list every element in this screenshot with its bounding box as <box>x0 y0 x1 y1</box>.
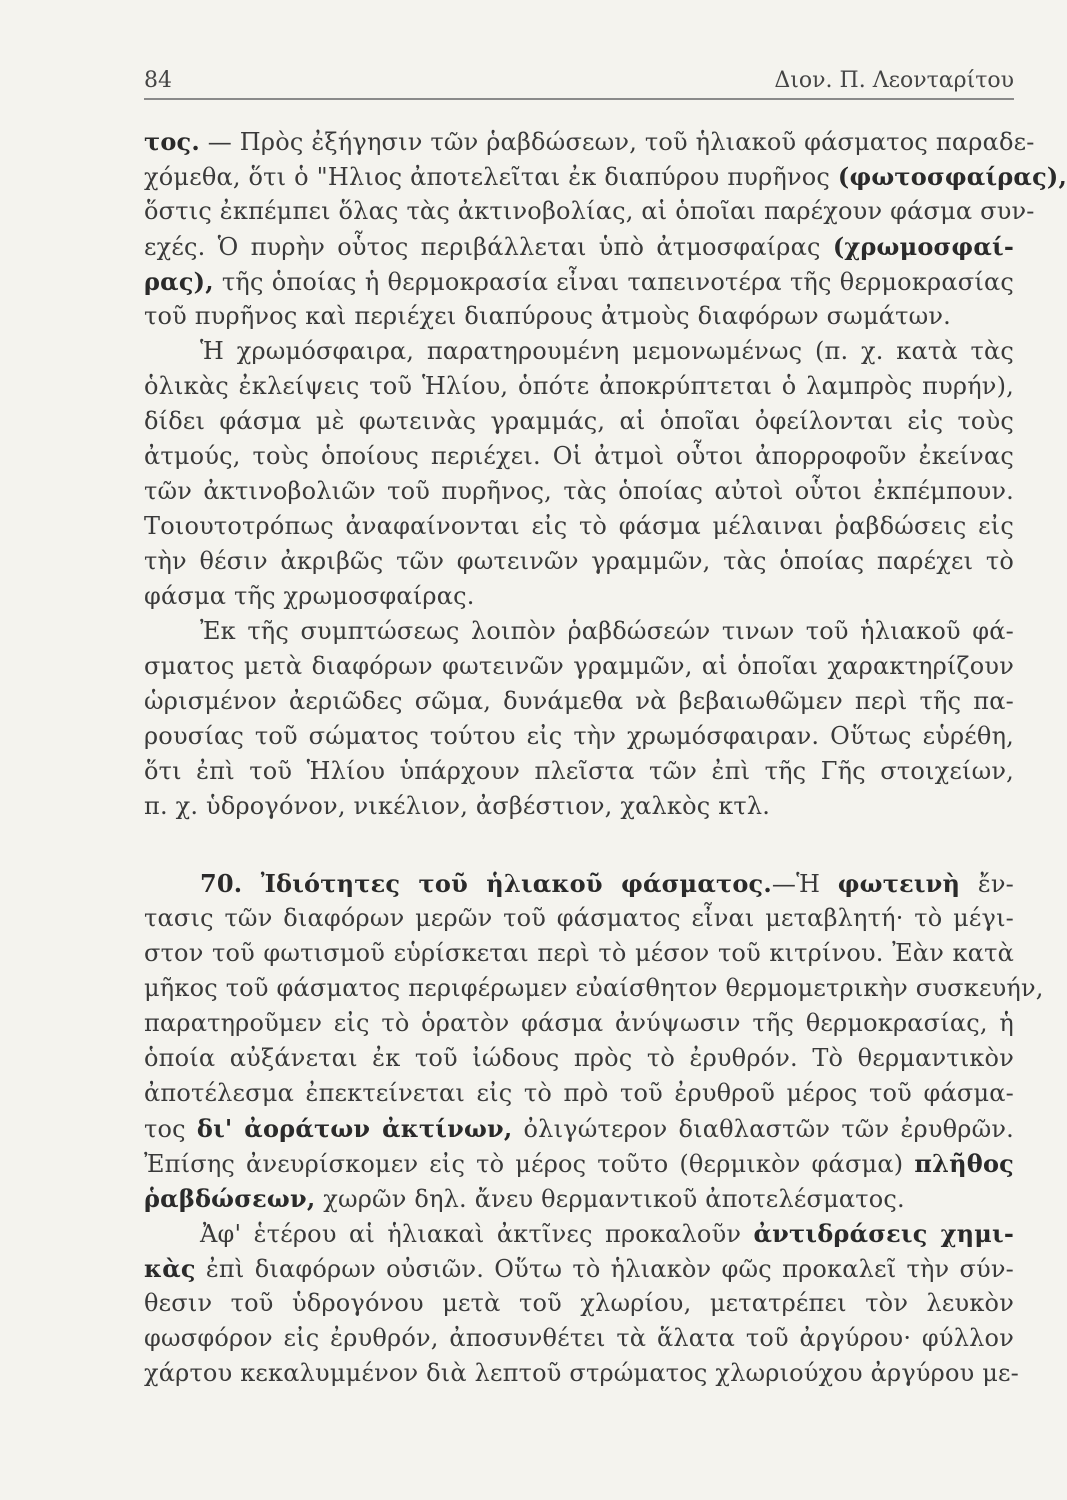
text-line: Ἀφ' ἑτέρου αἱ ἡλιακαὶ ἀκτῖνες προκαλοῦν ἀντιδράσεις χημι- <box>200 1219 1014 1248</box>
section-70 <box>144 866 1044 1216</box>
text-line: τος. — Πρὸς ἐξήγησιν τῶν ῥαβδώσεων, τοῦ ἡλιακοῦ φάσματος παραδε- <box>144 127 1035 156</box>
text-line: Ἡ χρωμόσφαιρα, παρατηρουμένη μεμονωμένως (π. χ. κατὰ τὰς <box>200 337 1014 365</box>
text-line: μῆκος τοῦ φάσματος περιφέρωμεν εὐαίσθητον θερμομετρικὴν συσκευήν, <box>144 974 1044 1002</box>
paragraph-photosphere <box>144 124 1067 334</box>
page-header <box>144 62 1014 100</box>
text-line: τῶν ἀκτινοβολιῶν τοῦ πυρῆνος, τὰς ὁποίας αὐτοὶ οὗτοι ἐκπέμπουν. <box>144 477 1014 505</box>
text-line: ὁλικὰς ἐκλείψεις τοῦ Ἡλίου, ὁπότε ἀποκρύπτεται ὁ λαμπρὸς πυρήν), <box>144 372 1014 400</box>
text-line: στον τοῦ φωτισμοῦ εὑρίσκεται περὶ τὸ μέσον τοῦ κιτρίνου. Ἐὰν κατὰ <box>144 939 1014 967</box>
text-line: παρατηροῦμεν εἰς τὸ ὁρατὸν φάσμα ἀνύψωσιν τῆς θερμοκρασίας, ἡ <box>144 1009 1014 1037</box>
text-line: φωσφόρον εἰς ἐρυθρόν, ἀποσυνθέτει τὰ ἅλατα τοῦ ἀργύρου· φύλλον <box>144 1324 1014 1352</box>
text-line: Τοιουτοτρόπως ἀναφαίνονται εἰς τὸ φάσμα μέλαιναι ῥαβδώσεις εἰς <box>144 512 1014 540</box>
text-line: Ἐπίσης ἀνευρίσκομεν εἰς τὸ μέρος τοῦτο (θερμικὸν φάσμα) πλῆθος <box>144 1149 1014 1178</box>
section-heading-line: 70. Ἰδιότητες τοῦ ἡλιακοῦ φάσματος.—Ἡ φωτεινὴ ἔν- <box>200 869 1014 898</box>
text-line: ἀποτέλεσμα ἐπεκτείνεται εἰς τὸ πρὸ τοῦ ἐρυθροῦ μέρος τοῦ φάσμα- <box>144 1079 1014 1107</box>
text-line: ἀτμούς, τοὺς ὁποίους περιέχει. Οἱ ἀτμοὶ οὗτοι ἀπορροφοῦν ἐκείνας <box>144 442 1014 470</box>
text-line: τὴν θέσιν ἀκριβῶς τῶν φωτεινῶν γραμμῶν, τὰς ὁποίας παρέχει τὸ <box>144 547 1014 575</box>
running-head: Διον. Π. Λεονταρίτου <box>774 68 1014 93</box>
section-title: 70. Ἰδιότητες τοῦ ἡλιακοῦ φάσματος. <box>200 869 772 898</box>
text-line: ὅτι ἐπὶ τοῦ Ἡλίου ὑπάρχουν πλεῖστα τῶν ἐπὶ τῆς Γῆς στοιχείων, <box>144 757 1014 785</box>
paragraph-elements <box>144 614 1014 824</box>
text-line: ὅστις ἐκπέμπει ὅλας τὰς ἀκτινοβολίας, αἱ ὁποῖαι παρέχουν φάσμα συν- <box>144 197 1035 225</box>
text-line: ῥαβδώσεων, χωρῶν δηλ. ἄνευ θερμαντικοῦ ἀποτελέσματος. <box>144 1184 905 1213</box>
text-line: εχές. Ὁ πυρὴν οὗτος περιβάλλεται ὑπὸ ἀτμοσφαίρας (χρωμοσφαί- <box>144 232 1014 261</box>
text-line: τοῦ πυρῆνος καὶ περιέχει διαπύρους ἀτμοὺς διαφόρων σωμάτων. <box>144 302 952 330</box>
text-line: θεσιν τοῦ ὑδρογόνου μετὰ τοῦ χλωρίου, μετατρέπει τὸν λευκὸν <box>144 1289 1014 1317</box>
text-line: χάρτου κεκαλυμμένον διὰ λεπτοῦ στρώματος χλωριούχου ἀργύρου με- <box>144 1359 1019 1387</box>
paragraph-chromosphere <box>144 334 1014 614</box>
page-body <box>144 124 1067 1391</box>
text-line: δίδει φάσμα μὲ φωτεινὰς γραμμάς, αἱ ὁποῖαι ὀφείλονται εἰς τοὺς <box>144 407 1014 435</box>
text-line: φάσμα τῆς χρωμοσφαίρας. <box>144 582 475 610</box>
paragraph-chemical-reactions <box>144 1216 1019 1391</box>
text-line: κὰς ἐπὶ διαφόρων οὐσιῶν. Οὕτω τὸ ἡλιακὸν φῶς προκαλεῖ τὴν σύν- <box>144 1254 1014 1283</box>
text-line: Ἐκ τῆς συμπτώσεως λοιπὸν ῥαβδώσεών τινων τοῦ ἡλιακοῦ φά- <box>200 617 1014 645</box>
text-line: ὡρισμένον ἀεριῶδες σῶμα, δυνάμεθα νὰ βεβαιωθῶμεν περὶ τῆς πα- <box>144 687 1014 715</box>
text-line: χόμεθα, ὅτι ὁ "Ηλιος ἀποτελεῖται ἐκ διαπύρου πυρῆνος (φωτοσφαίρας), <box>144 162 1067 191</box>
page-number: 84 <box>144 68 172 93</box>
text-line: τος δι' ἀοράτων ἀκτίνων, ὀλιγώτερον διαθλαστῶν τῶν ἐρυθρῶν. <box>144 1114 1014 1143</box>
text-line: π. χ. ὑδρογόνον, νικέλιον, ἀσβέστιον, χαλκὸς κτλ. <box>144 792 771 820</box>
text-line: ρας), τῆς ὁποίας ἡ θερμοκρασία εἶναι ταπεινοτέρα τῆς θερμοκρασίας <box>144 267 1014 296</box>
text-line: τασις τῶν διαφόρων μερῶν τοῦ φάσματος εἶναι μεταβλητή· τὸ μέγι- <box>144 904 1014 932</box>
text-line: ρουσίας τοῦ σώματος τούτου εἰς τὴν χρωμόσφαιραν. Οὕτως εὑρέθη, <box>144 722 1014 750</box>
text-line: ὁποία αὐξάνεται ἐκ τοῦ ἰώδους πρὸς τὸ ἐρυθρόν. Τὸ θερμαντικὸν <box>144 1044 1014 1072</box>
text-line: σματος μετὰ διαφόρων φωτεινῶν γραμμῶν, αἱ ὁποῖαι χαρακτηρίζουν <box>144 652 1014 680</box>
